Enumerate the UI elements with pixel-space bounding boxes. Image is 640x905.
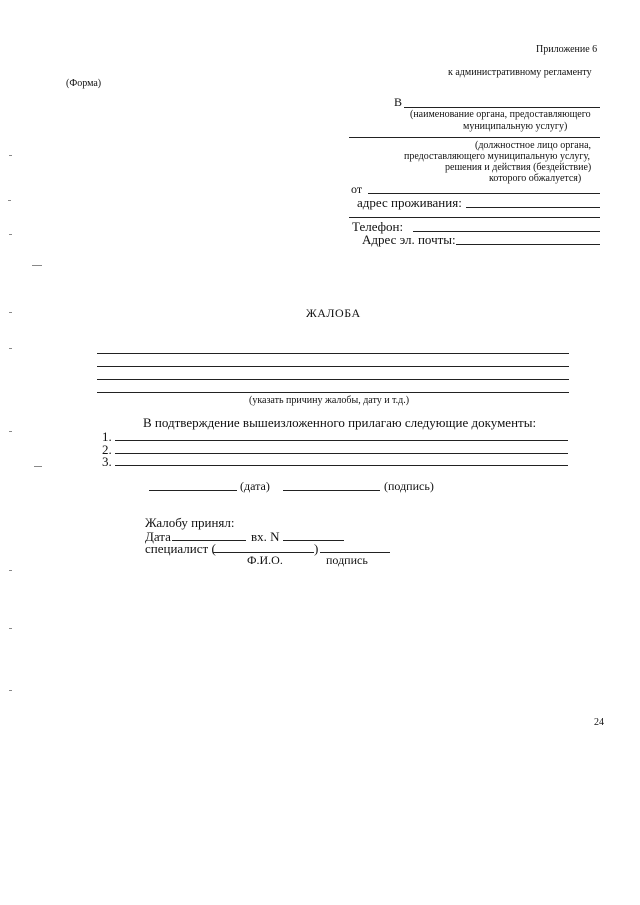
document-item-2-line[interactable]	[115, 453, 568, 454]
receipt-heading: Жалобу принял:	[145, 515, 235, 530]
reason-line-3[interactable]	[97, 379, 569, 380]
complaint-title: ЖАЛОБА	[306, 306, 361, 320]
appendix-label: Приложение 6	[536, 44, 598, 55]
form-label: (Форма)	[66, 78, 102, 89]
address-line[interactable]	[466, 207, 600, 208]
sign-line[interactable]	[283, 490, 380, 491]
scan-speck	[8, 200, 11, 201]
date-line[interactable]	[149, 490, 237, 491]
official-caption-2: предоставляющего муниципальную услугу,	[404, 151, 591, 162]
receipt-date-label: Дата	[145, 529, 171, 544]
document-item-3-line[interactable]	[115, 465, 568, 466]
reason-line-1[interactable]	[97, 353, 569, 354]
official-caption-3: решения и действия (бездействие)	[445, 162, 592, 173]
receipt-sign-label: подпись	[326, 553, 368, 567]
phone-label: Телефон:	[352, 219, 404, 234]
documents-intro: В подтверждение вышеизложенного прилагаю следующие документы:	[143, 415, 537, 430]
to-caption-2: муниципальную услугу)	[463, 121, 568, 132]
email-line[interactable]	[456, 244, 600, 245]
document-item-1-line[interactable]	[115, 440, 568, 441]
from-line[interactable]	[368, 193, 600, 194]
to-caption-1: (наименование органа, предоставляющего	[410, 109, 591, 120]
specialist-label: специалист (	[145, 541, 216, 556]
document-item-2-number: 2.	[102, 442, 112, 457]
official-caption-1: (должностное лицо органа,	[475, 140, 592, 151]
document-item-3-number: 3.	[102, 454, 112, 469]
regulation-label: к административному регламенту	[448, 67, 592, 78]
from-prefix: от	[351, 182, 363, 196]
scan-speck	[9, 348, 12, 349]
scan-speck	[34, 466, 42, 467]
scan-speck	[32, 265, 42, 266]
reason-caption: (указать причину жалобы, дату и т.д.)	[249, 395, 410, 406]
address-label: адрес проживания:	[357, 195, 462, 210]
to-line[interactable]	[404, 107, 600, 108]
to-prefix: В	[394, 95, 403, 109]
scan-speck	[9, 234, 12, 235]
scan-speck	[9, 628, 12, 629]
scan-speck	[9, 155, 12, 156]
fio-label: Ф.И.О.	[247, 553, 283, 567]
sign-label: (подпись)	[384, 479, 434, 493]
reason-line-2[interactable]	[97, 366, 569, 367]
document-item-1-number: 1.	[102, 429, 112, 444]
reason-line-4[interactable]	[97, 392, 569, 393]
scan-speck	[9, 431, 12, 432]
email-label: Адрес эл. почты:	[362, 232, 456, 247]
address-line-2[interactable]	[349, 217, 600, 218]
specialist-close-paren: )	[314, 541, 319, 556]
official-caption-4: которого обжалуется)	[489, 173, 582, 184]
incoming-label: вх. N	[251, 529, 280, 544]
scan-speck	[9, 690, 12, 691]
official-line[interactable]	[349, 137, 600, 138]
scan-speck	[9, 570, 12, 571]
page-number: 24	[594, 717, 604, 728]
scan-speck	[9, 312, 12, 313]
date-label: (дата)	[240, 479, 270, 493]
